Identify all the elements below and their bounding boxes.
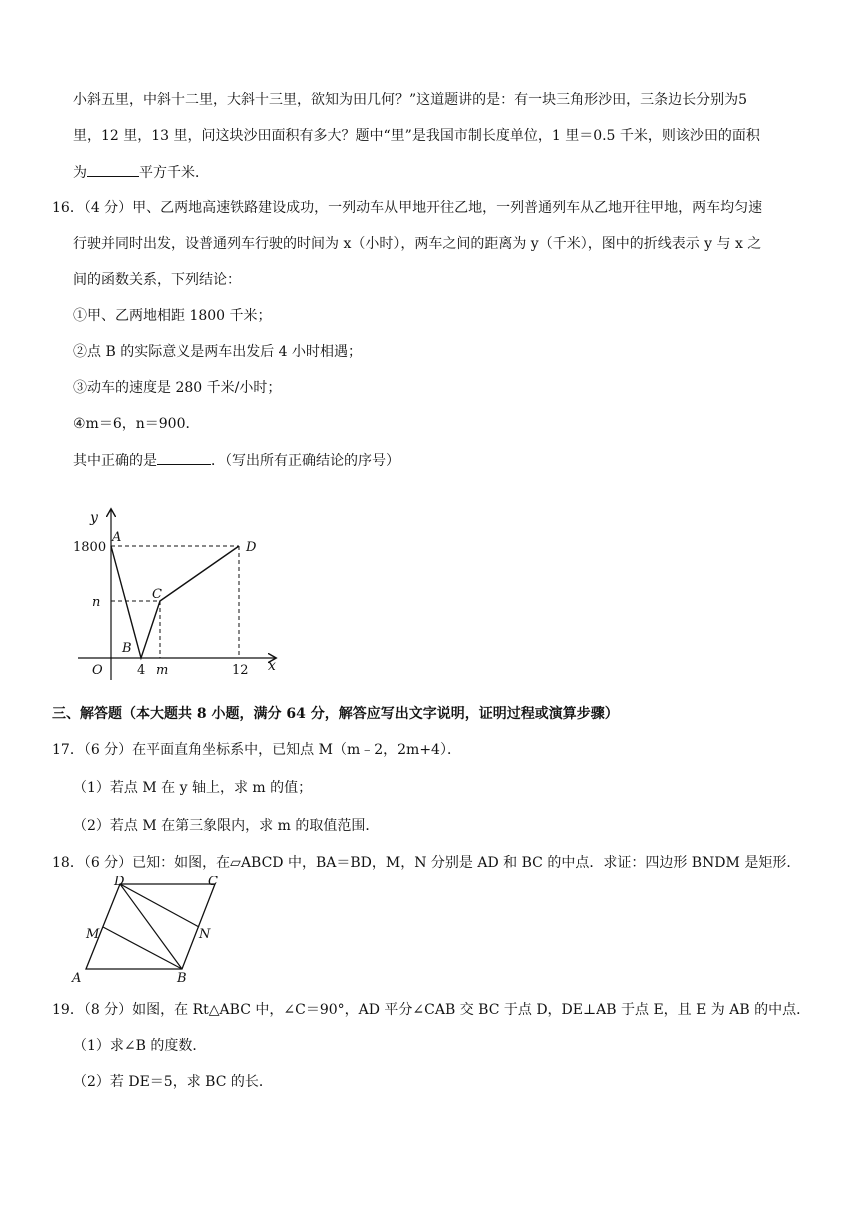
q19-part-1: （1）求∠B 的度数． bbox=[73, 1038, 207, 1054]
q15-text-line-2: 里，12 里，13 里，问这块沙田面积有多大？题中“里”是我国市制长度单位，1 里＝0.5 千米，则该沙田的面积 bbox=[73, 128, 760, 144]
segment-dn bbox=[120, 884, 199, 927]
diagonal-bd bbox=[120, 884, 182, 969]
x-tick-12: 12 bbox=[232, 663, 249, 678]
origin-label: O bbox=[92, 663, 103, 678]
q17-part-2: （2）若点 M 在第三象限内，求 m 的取值范围． bbox=[73, 818, 380, 834]
vertex-label-c: C bbox=[208, 876, 218, 889]
q18-text-line-1: 18．（6 分）已知：如图，在▱ABCD 中，BA＝BD，M，N 分别是 AD 和 BC 的中点．求证：四边形 BNDM 是矩形． bbox=[52, 855, 801, 871]
x-tick-m: m bbox=[156, 663, 169, 678]
segment-bm bbox=[103, 927, 182, 969]
vertex-label-m: M bbox=[86, 927, 100, 942]
q16-conclusion-2: ②点 B 的实际意义是两车出发后 4 小时相遇； bbox=[73, 344, 362, 360]
q16-conclusion-3: ③动车的速度是 280 千米/小时； bbox=[73, 380, 282, 396]
q15-answer-blank bbox=[87, 162, 139, 177]
q16-answer-prefix: 其中正确的是 bbox=[73, 453, 157, 469]
q16-function-graph bbox=[70, 500, 290, 685]
vertex-label-d: D bbox=[114, 876, 125, 889]
q18-parallelogram-figure bbox=[70, 876, 240, 986]
q16-text-line-3: 间的函数关系，下列结论： bbox=[73, 272, 241, 288]
vertex-label-b: B bbox=[177, 971, 187, 986]
q16-text-line-2: 行驶并同时出发，设普通列车行驶的时间为 x（小时），两车之间的距离为 y（千米），图中的折线表示 y 与 x 之 bbox=[73, 236, 762, 252]
q16-text-line-1: 16．（4 分）甲、乙两地高速铁路建设成功，一列动车从甲地开往乙地，一列普通列车从乙地开往甲地，两车均匀速 bbox=[52, 200, 763, 216]
q16-answer-line bbox=[73, 450, 400, 471]
y-tick-1800: 1800 bbox=[73, 540, 107, 555]
q15-text-line-1: 小斜五里，中斜十二里，大斜十三里，欲知为田几何？”这道题讲的是：有一块三角形沙田，三条边长分别为5 bbox=[73, 92, 748, 108]
point-label-b: B bbox=[122, 641, 132, 656]
q16-answer-suffix: ．（写出所有正确结论的序号） bbox=[211, 453, 400, 469]
q16-conclusion-4: ④m＝6，n＝900． bbox=[73, 416, 200, 432]
vertex-label-a: A bbox=[72, 971, 82, 986]
y-axis-label: y bbox=[90, 510, 98, 526]
q16-answer-blank bbox=[157, 450, 211, 465]
vertex-label-n: N bbox=[199, 927, 211, 942]
q19-part-2: （2）若 DE＝5，求 BC 的长． bbox=[73, 1074, 273, 1090]
y-tick-n: n bbox=[92, 595, 101, 610]
q15-prefix: 为 bbox=[73, 165, 87, 181]
x-tick-4: 4 bbox=[137, 663, 146, 678]
q15-text-line-3 bbox=[73, 162, 209, 183]
q16-conclusion-1: ①甲、乙两地相距 1800 千米； bbox=[73, 308, 272, 324]
q19-text-line-1: 19．（8 分）如图，在 Rt△ABC 中，∠C＝90°，AD 平分∠CAB 交 BC 于点 D，DE⊥AB 于点 E，且 E 为 AB 的中点． bbox=[52, 1002, 811, 1018]
point-label-a: A bbox=[112, 530, 122, 545]
section-3-heading: 三、解答题（本大题共 8 小题，满分 64 分，解答应写出文字说明，证明过程或演算步骤） bbox=[52, 706, 619, 722]
x-axis-label: x bbox=[268, 658, 276, 674]
point-label-d: D bbox=[246, 540, 257, 555]
q17-part-1: （1）若点 M 在 y 轴上，求 m 的值； bbox=[73, 780, 313, 796]
point-label-c: C bbox=[152, 587, 162, 602]
q15-suffix: 平方千米． bbox=[139, 165, 209, 181]
q17-text-line-1: 17．（6 分）在平面直角坐标系中，已知点 M（m﹣2，2m+4）． bbox=[52, 742, 461, 758]
